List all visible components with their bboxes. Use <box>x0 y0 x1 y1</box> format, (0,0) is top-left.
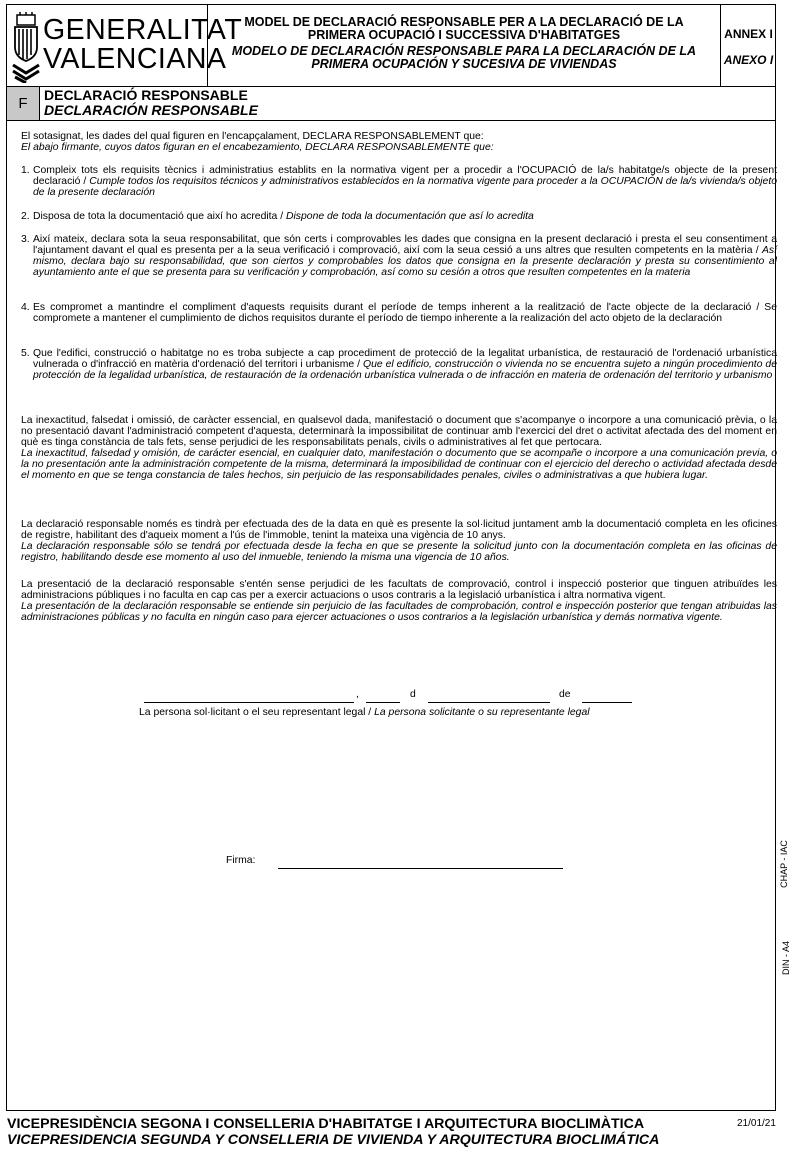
paragraph-ca: La declaració responsable només es tindrà per efectuada des de la data en què es presente la sol·licitud juntament amb la documentació completa en les oficines de registre, habilitant des d'aqueix moment a l'ús de l'immoble, tenint la mateixa una vigència de 10 anys. <box>21 519 777 541</box>
logo <box>7 5 243 86</box>
item-text-es: Cumple todos los requisitos técnicos y administrativos establecidos en la normativa vigente para proceder a la OCUPACIÓN de la/s vivienda/s objeto de la presente declaración <box>33 176 777 198</box>
item-text-es: Así mismo, declara bajo su responsabilidad, que son ciertos y comprobables los datos que consigna en la presente declaración y presta su consentimiento al ayuntamiento ante el que se presenta para su verificación y comprobación, así como su cesión a otros que resulten competentes en la materia <box>33 245 777 278</box>
item-text-es: Que el edificio, construcción o vivienda no se encuentra sujeto a ningún procedimiento de protección de la legalidad urbanística, de restauración de la ordenación urbanística vulnerada o de infracción en materia de ordenación del territorio y urbanismo <box>33 359 777 381</box>
item-text-ca: Així mateix, declara sota la seua responsabilitat, que són certs i comprovables les dades que consigna en la present declaració i presta el seu consentiment a l'ajuntament davant el qual es presenta per a la seua verificació i comprovació, així com la seua cessió a uns altres que resulten competents en la matèria / <box>33 234 777 256</box>
item-text-ca: Disposa de tota la documentació que així ho acredita / <box>33 211 286 222</box>
paragraph-ca: La presentació de la declaració responsable s'entén sense perjudici de les facultats de comprovació, control i inspecció posterior que tinguen atribuïdes les administracions públiques i no faculta en cap cas per a exercir actuacions o usos contraris a la legislació urbanística i altra normativa vigent. <box>21 579 777 601</box>
item-text-es: Dispone de toda la documentación que así lo acredita <box>286 211 534 222</box>
signer-caption-es: La persona solicitante o su representante legal <box>374 707 590 718</box>
title-es: MODELO DE DECLARACIÓN RESPONSABLE PARA LA DECLARACIÓN DE LA PRIMERA OCUPACIÓN Y SUCESIVA DE VIVIENDAS <box>231 44 697 71</box>
side-code-din: DIN - A4 <box>781 940 792 976</box>
list-item <box>21 348 777 381</box>
coat-of-arms-icon <box>11 11 41 83</box>
item-number: 3. <box>21 234 30 245</box>
section-header <box>6 87 776 121</box>
form-header <box>6 4 776 87</box>
list-item <box>21 234 777 278</box>
side-code <box>779 938 795 980</box>
comma: , <box>356 689 359 700</box>
paragraph <box>21 579 777 623</box>
item-text-ca: Que l'edifici, construcció o habitatge no es troba subjecte a cap procediment de protecció de la legalitat urbanística, de restauració de l'ordenació urbanística vulnerada o d'infracció en matèria d'ordenació del territori i urbanisme / <box>33 348 777 370</box>
section-letter: F <box>7 87 40 120</box>
item-number: 1. <box>21 165 30 176</box>
list-item <box>21 211 777 222</box>
list-item <box>21 302 777 324</box>
paragraph-ca: La inexactitud, falsedat i omissió, de caràcter essencial, en qualsevol dada, manifestació o document que s'acompanye o incorpore a una comunicació prèvia, o la no presentació davant l'administració competent d'aquesta, determinarà la impossibilitat de continuar amb l'exercici del dret o activitat afectada des del moment en què es tinga constància de tals fets, sense perjudici de les responsabilitats penals, civils o administratives al fet que pertocara. <box>21 415 777 448</box>
de-label: de <box>559 689 571 700</box>
paragraph-es: La declaración responsable sólo se tendrá por efectuada desde la fecha en que se presente la solicitud junto con la documentación completa en las oficinas de registro, habilitando desde ese momento al uso del inmueble, teniendo la misma una vigencia de 10 años. <box>21 541 777 563</box>
footer-department-ca: VICEPRESIDÈNCIA SEGONA I CONSELLERIA D'HABITATGE I ARQUITECTURA BIOCLIMÀTICA <box>7 1116 645 1132</box>
intro <box>21 131 777 153</box>
section-title-ca: DECLARACIÓ RESPONSABLE <box>44 87 248 103</box>
paragraph <box>21 519 777 563</box>
logo-line-2: VALENCIANA <box>43 43 227 75</box>
intro-es: El abajo firmante, cuyos datos figuran en el encabezamiento, DECLARA RESPONSABLEMENTE que: <box>21 142 494 153</box>
item-number: 2. <box>21 211 30 222</box>
declaration-body <box>6 121 776 1111</box>
d-label: d <box>410 689 416 700</box>
year-field[interactable] <box>582 702 632 703</box>
footer-date: 21/01/21 <box>737 1118 776 1129</box>
list-item <box>21 165 777 198</box>
item-number: 5. <box>21 348 30 359</box>
signature-field[interactable] <box>278 868 563 869</box>
annex-es: ANEXO I <box>723 53 774 67</box>
footer-department-es: VICEPRESIDENCIA SEGUNDA Y CONSELLERIA DE VIVIENDA Y ARQUITECTURA BIOCLIMÁTICA <box>7 1132 660 1148</box>
section-title-es: DECLARACIÓN RESPONSABLE <box>44 101 258 118</box>
annex-ca: ANNEX I <box>724 27 773 41</box>
signature-label: Firma: <box>226 855 256 866</box>
side-code <box>779 838 795 892</box>
paragraph-es: La inexactitud, falsedad y omisión, de carácter esencial, en cualquier dato, manifestación o documento que se acompañe o incorpore a una comunicación previa, o la no presentación ante la administración competente de la misma, determinará la imposibilidad de continuar con el ejercicio del derecho o actividad afectada desde el momento en que se tenga constancia de tales hechos, sin perjuicio de las responsabilidades penales, civiles o administrativas a que hubiera lugar. <box>21 448 777 481</box>
paragraph <box>21 415 777 481</box>
item-text-ca: Compleix tots els requisits tècnics i administratius establits en la normativa vigent per a procedir a l'OCUPACIÓ de la/s habitatge/s objecte de la present declaració / <box>33 165 777 187</box>
day-field[interactable] <box>366 702 400 703</box>
signer-caption <box>139 707 590 718</box>
item-number: 4. <box>21 302 30 313</box>
paragraph-es: La presentación de la declaración responsable se entiende sin perjuicio de las facultades de comprobación, control e inspección posterior que tengan atribuidas las administraciones públicas y no faculta en ningún caso para ejercer actuaciones o usos contrarios a la legislación urbanística y demás normativa vigente. <box>21 601 777 623</box>
signer-caption-ca: La persona sol·licitant o el seu representant legal / <box>139 707 375 718</box>
place-field[interactable] <box>144 702 354 703</box>
title-ca: MODEL DE DECLARACIÓ RESPONSABLE PER A LA DECLARACIÓ DE LA PRIMERA OCUPACIÓ I SUCCESSIVA D'HABITATGES <box>244 15 684 42</box>
item-text-ca: Es compromet a mantindre el compliment d'aquests requisits durant el període de temps inherent a la realització de l'acte objecte de la declaració / Se compromete a mantener el cumplimiento de dichos requisitos durante el período de tiempo inherente a la realización del acto objeto de la declaración <box>33 302 777 324</box>
intro-ca: El sotasignat, les dades del qual figuren en l'encapçalament, DECLARA RESPONSABLEMENT que: <box>21 131 484 142</box>
side-code-chap: CHAP - IAC <box>778 840 789 888</box>
form-title <box>208 5 721 86</box>
month-field[interactable] <box>428 702 550 703</box>
annex-label <box>721 5 776 86</box>
logo-line-1: GENERALITAT <box>43 14 243 46</box>
